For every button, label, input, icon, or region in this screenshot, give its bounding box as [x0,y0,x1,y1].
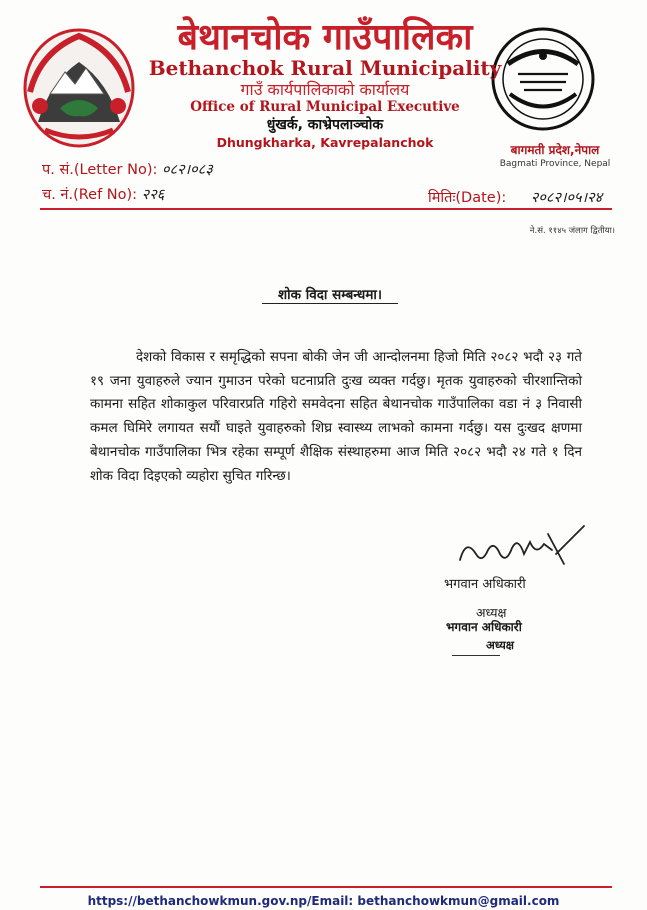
reference-number [42,185,164,205]
handwritten-signature-icon [452,520,592,576]
reference-number-value: २२६ [141,187,165,203]
subject-underline [262,303,398,304]
letter-subject: शोक विदा सम्बन्धमा। [277,287,383,303]
address-english: Dhungkharka, Kavrepalanchok [216,135,434,150]
office-title-english: Office of Rural Municipal Executive [190,99,460,115]
reference-number-label: च. नं.(Ref No): [42,187,138,203]
signatory-title: अध्यक्ष [476,605,507,620]
footer-contact: https://bethanchowkmun.gov.np/Email: bethanchowkmun@gmail.com [87,894,560,908]
municipality-title-nepali: बेथानचोक गाउँपालिका [177,17,473,58]
province-english: Bagmati Province, Nepal [499,159,611,169]
municipality-title-english: Bethanchok Rural Municipality [148,56,502,80]
address-nepali: धुंखर्क, काभ्रेपलाञ्चोक [266,117,384,133]
stamp-title: अध्यक्ष [486,638,515,652]
date-label: मितिः(Date): [428,190,507,206]
province-nepali: बागमती प्रदेश,नेपाल [510,143,600,157]
office-title-nepali: गाउँ कार्यपालिकाको कार्यालय [240,80,410,99]
nepal-emblem-icon [20,22,138,150]
signatory-name: भगवान अधिकारी [444,577,526,592]
letter-date [428,188,602,208]
stamp-underline [452,655,500,656]
letter-number-value: ०८२।०८३ [162,162,213,178]
footer-divider [40,886,612,888]
header-divider [40,208,612,210]
date-value: २०८२।०५।२४ [530,190,603,206]
letter-number [42,160,213,180]
stamp-name: भगवान अधिकारी [446,620,522,634]
letter-number-label: प. सं.(Letter No): [42,162,158,178]
nepal-sambat-date: ने.सं. ११४५ जंलाग द्वितीया। [529,226,615,236]
letter-body: देशको विकास र समृद्धिको सपना बोकी जेन जी आन्दोलनमा हिजो मिति २०८२ भदौ २३ गते १९ जना युवाहरुले ज्यान गुमाउन परेको घटनाप्रति दुःख व्यक्त गर्दछु। मृतक युवाहरुको चीरशान्तिको कामना सहित शोकाकुल परिवारप्रति गहिरो समवेदना सहित बेथानचोक गाउँपालिका वडा नं ३ निवासी कमल घिमिरे लगायत सयौं घाइते युवाहरुको शिघ्र स्वास्थ्य लाभको कामना गर्दछु। यस दुःखद क्षणमा बेथानचोक गाउँपालिका भित्र रहेका सम्पूर्ण शैक्षिक संस्थाहरुमा आज मिति २०८२ भदौ २४ गते १ दिन शोक विदा दिइएको व्यहोरा सुचित गरिन्छ। [90,349,582,484]
